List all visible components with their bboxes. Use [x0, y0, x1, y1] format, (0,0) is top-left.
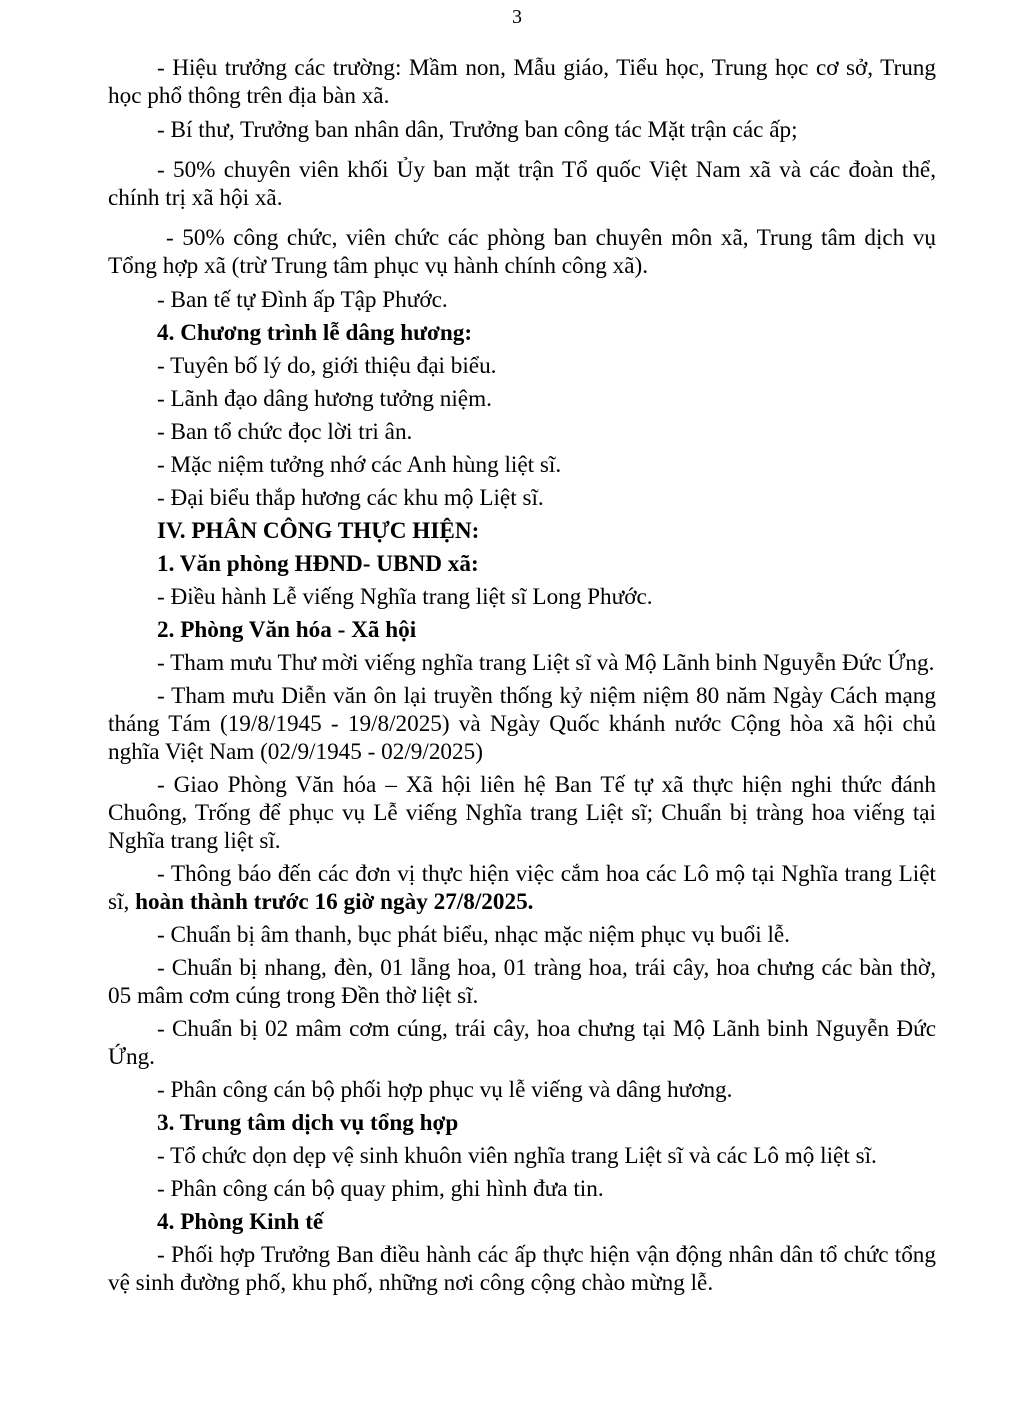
culture-task: - Giao Phòng Văn hóa – Xã hội liên hệ Ban Tế tự xã thực hiện nghi thức đánh Chuông, Trống để phục vụ Lễ viếng Nghĩa trang Liệt sĩ; Chuẩn bị tràng hoa viếng tại Nghĩa trang liệt sĩ.	[108, 772, 936, 854]
section-heading-assignment: IV. PHÂN CÔNG THỰC HIỆN:	[157, 518, 480, 544]
program-item: - Mặc niệm tưởng nhớ các Anh hùng liệt sĩ.	[157, 452, 562, 478]
paragraph-school-principals: - Hiệu trưởng các trường: Mầm non, Mẫu giáo, Tiểu học, Trung học cơ sở, Trung học phổ thông trên địa bàn xã.	[108, 55, 936, 109]
culture-task: - Tham mưu Diễn văn ôn lại truyền thống kỷ niệm niệm 80 năm Ngày Cách mạng tháng Tám (19/8/1945 - 19/8/2025) và Ngày Quốc khánh nước Cộng hòa xã hội chủ nghĩa Việt Nam (02/9/1945 - 02/9/2025)	[108, 683, 936, 765]
subheading-office: 1. Văn phòng HĐND- UBND xã:	[157, 551, 479, 577]
subheading-culture-society: 2. Phòng Văn hóa - Xã hội	[157, 617, 417, 643]
task-text: - Thông báo đến các đơn vị thực hiện việc cắm hoa các Lô mộ tại Nghĩa trang Liệt sĩ,	[108, 861, 936, 915]
culture-task: - Tham mưu Thư mời viếng nghĩa trang Liệt sĩ và Mộ Lãnh binh Nguyễn Đức Ứng.	[157, 650, 935, 676]
service-center-task: - Phân công cán bộ quay phim, ghi hình đưa tin.	[157, 1176, 604, 1202]
paragraph-hamlet-leaders: - Bí thư, Trưởng ban nhân dân, Trưởng ban công tác Mặt trận các ấp;	[157, 117, 798, 143]
page-number: 3	[512, 6, 522, 28]
deadline-text: hoàn thành trước 16 giờ ngày 27/8/2025.	[135, 889, 534, 915]
office-task: - Điều hành Lễ viếng Nghĩa trang liệt sĩ Long Phước.	[157, 584, 653, 610]
culture-task: - Phân công cán bộ phối hợp phục vụ lễ viếng và dâng hương.	[157, 1077, 733, 1103]
culture-task-flower-deadline	[108, 860, 936, 916]
paragraph-temple-committee: - Ban tế tự Đình ấp Tập Phước.	[157, 287, 448, 313]
section-heading-incense-program: 4. Chương trình lễ dâng hương:	[157, 320, 473, 346]
culture-task: - Chuẩn bị âm thanh, bục phát biểu, nhạc mặc niệm phục vụ buổi lễ.	[157, 922, 790, 948]
program-item: - Lãnh đạo dâng hương tưởng niệm.	[157, 386, 492, 412]
culture-task: - Chuẩn bị 02 mâm cơm cúng, trái cây, hoa chưng tại Mộ Lãnh binh Nguyễn Đức Ứng.	[108, 1016, 936, 1070]
subheading-service-center: 3. Trung tâm dịch vụ tổng hợp	[157, 1110, 459, 1136]
paragraph-front-committee-staff: - 50% chuyên viên khối Ủy ban mặt trận Tổ quốc Việt Nam xã và các đoàn thể, chính trị xã hội xã.	[108, 157, 936, 211]
service-center-task: - Tổ chức dọn dẹp vệ sinh khuôn viên nghĩa trang Liệt sĩ và các Lô mộ liệt sĩ.	[157, 1143, 877, 1169]
paragraph-civil-servants: - 50% công chức, viên chức các phòng ban chuyên môn xã, Trung tâm dịch vụ Tổng hợp xã (trừ Trung tâm phục vụ hành chính công xã).	[108, 225, 936, 279]
subheading-economy: 4. Phòng Kinh tế	[157, 1209, 324, 1235]
economy-task: - Phối hợp Trưởng Ban điều hành các ấp thực hiện vận động nhân dân tổ chức tổng vệ sinh đường phố, khu phố, những nơi công cộng chào mừng lễ.	[108, 1242, 936, 1296]
program-item: - Đại biểu thắp hương các khu mộ Liệt sĩ.	[157, 485, 544, 511]
program-item: - Ban tổ chức đọc lời tri ân.	[157, 419, 413, 445]
document-body	[108, 54, 936, 1297]
program-item: - Tuyên bố lý do, giới thiệu đại biểu.	[157, 353, 497, 379]
culture-task: - Chuẩn bị nhang, đèn, 01 lẵng hoa, 01 tràng hoa, trái cây, hoa chưng các bàn thờ, 05 mâm cơm cúng trong Đền thờ liệt sĩ.	[108, 955, 936, 1009]
